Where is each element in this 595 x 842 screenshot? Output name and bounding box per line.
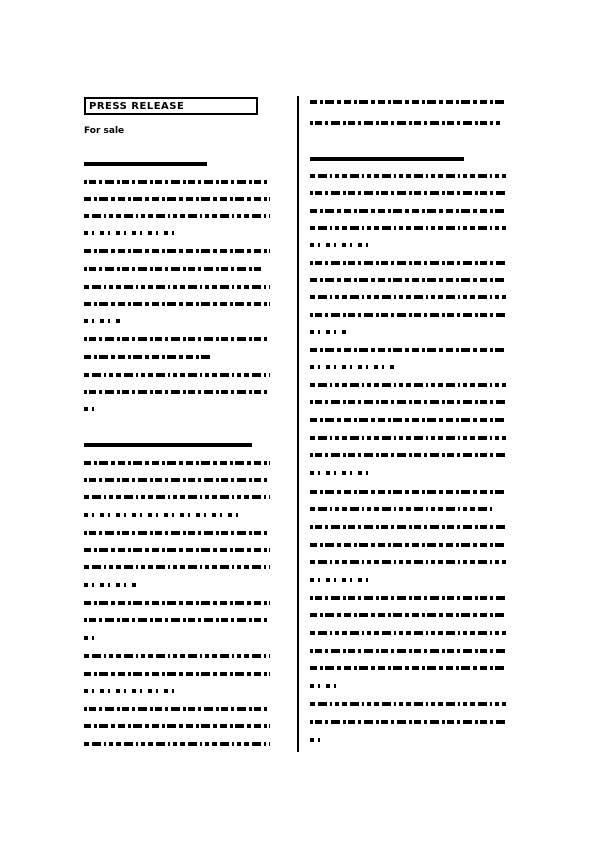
text-line <box>84 689 176 693</box>
text-line <box>310 525 506 529</box>
subtitle: For sale <box>84 126 125 136</box>
text-line <box>84 197 270 201</box>
text-line <box>84 267 264 271</box>
text-line <box>310 613 506 617</box>
text-line <box>310 191 506 195</box>
column-divider <box>297 96 299 752</box>
text-line <box>310 174 506 178</box>
text-line <box>310 243 372 247</box>
text-line <box>310 121 500 125</box>
text-line <box>84 478 270 482</box>
text-line <box>84 337 270 341</box>
text-line <box>310 596 506 600</box>
text-line <box>310 365 394 369</box>
text-line <box>84 565 270 569</box>
text-line <box>310 666 506 670</box>
text-line <box>310 507 492 511</box>
text-line <box>310 348 506 352</box>
text-line <box>310 383 506 387</box>
text-line <box>84 249 270 253</box>
text-line <box>84 654 270 658</box>
text-line <box>84 618 270 622</box>
text-line <box>84 319 122 323</box>
text-line <box>310 702 506 706</box>
text-line <box>310 684 338 688</box>
text-line <box>84 302 270 306</box>
text-line <box>310 278 506 282</box>
text-line <box>84 672 270 676</box>
text-line <box>84 461 270 465</box>
text-line <box>310 330 346 334</box>
text-line <box>310 543 506 547</box>
text-line <box>84 724 270 728</box>
text-line <box>310 578 370 582</box>
text-line <box>310 418 506 422</box>
text-line <box>310 471 372 475</box>
header-title: PRESS RELEASE <box>89 101 185 112</box>
text-line <box>84 231 176 235</box>
text-line <box>84 373 270 377</box>
text-line <box>310 226 506 230</box>
text-line <box>310 295 506 299</box>
text-line <box>310 649 506 653</box>
text-line <box>310 100 506 104</box>
section-heading <box>84 162 207 166</box>
text-line <box>310 400 506 404</box>
text-line <box>310 720 506 724</box>
text-line <box>84 636 96 640</box>
text-line <box>310 313 506 317</box>
text-line <box>84 285 270 289</box>
text-line <box>310 738 326 742</box>
text-line <box>310 631 506 635</box>
text-line <box>310 490 506 494</box>
text-line <box>84 513 240 517</box>
text-line <box>84 390 270 394</box>
text-line <box>84 214 270 218</box>
text-line <box>84 548 270 552</box>
text-line <box>84 531 270 535</box>
text-line <box>310 436 506 440</box>
text-line <box>84 495 270 499</box>
text-line <box>84 601 270 605</box>
text-line <box>310 560 506 564</box>
text-line <box>84 407 98 411</box>
text-line <box>84 742 270 746</box>
text-line <box>84 583 140 587</box>
text-line <box>84 707 270 711</box>
text-line <box>84 355 210 359</box>
section-heading <box>84 443 252 447</box>
section-heading <box>310 157 464 161</box>
header-title-box <box>84 97 258 115</box>
text-line <box>310 209 506 213</box>
text-line <box>310 261 506 265</box>
text-line <box>84 180 270 184</box>
text-line <box>310 453 506 457</box>
